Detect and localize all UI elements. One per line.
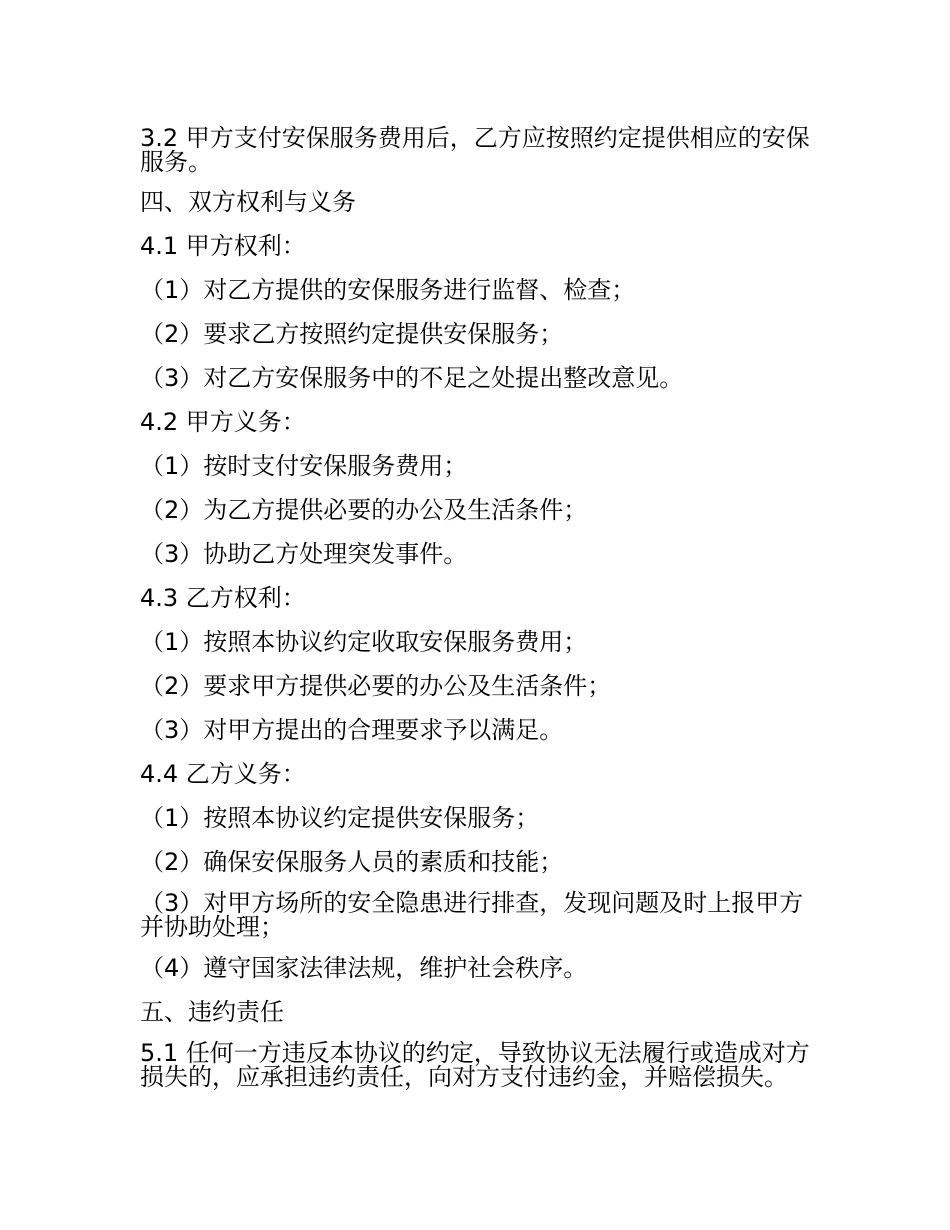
clause-3-2: 3.2 甲方支付安保服务费用后，乙方应按照约定提供相应的安保服务。 bbox=[140, 124, 810, 176]
section-heading-rights-obligations: 四、双方权利与义务 bbox=[140, 188, 356, 216]
clause-4-1-heading: 4.1 甲方权利： bbox=[140, 232, 306, 260]
clause-4-4-item-2: （2）确保安保服务人员的素质和技能； bbox=[140, 848, 564, 876]
clause-4-1-item-2: （2）要求乙方按照约定提供安保服务； bbox=[140, 320, 564, 348]
clause-4-3-item-3: （3）对甲方提出的合理要求予以满足。 bbox=[140, 716, 564, 744]
clause-4-2-item-1: （1）按时支付安保服务费用； bbox=[140, 452, 468, 480]
clause-4-1-item-1: （1）对乙方提供的安保服务进行监督、检查； bbox=[140, 276, 636, 304]
document-body bbox=[140, 126, 810, 1089]
clause-4-2-item-2: （2）为乙方提供必要的办公及生活条件； bbox=[140, 496, 588, 524]
clause-4-4-heading: 4.4 乙方义务： bbox=[140, 760, 306, 788]
section-heading-liability: 五、违约责任 bbox=[140, 998, 284, 1026]
clause-4-2-item-3: （3）协助乙方处理突发事件。 bbox=[140, 540, 468, 568]
clause-4-3-item-2: （2）要求甲方提供必要的办公及生活条件； bbox=[140, 672, 612, 700]
clause-5-1: 5.1 任何一方违反本协议的约定，导致协议无法履行或造成对方损失的，应承担违约责任，向对方支付违约金，并赔偿损失。 bbox=[140, 1039, 810, 1091]
clause-4-4-item-4: （4）遵守国家法律法规，维护社会秩序。 bbox=[140, 954, 588, 982]
clause-4-2-heading: 4.2 甲方义务： bbox=[140, 408, 306, 436]
clause-4-3-item-1: （1）按照本协议约定收取安保服务费用； bbox=[140, 628, 588, 656]
clause-4-4-item-3: （3）对甲方场所的安全隐患进行排查，发现问题及时上报甲方并协助处理； bbox=[140, 889, 804, 941]
clause-4-4-item-1: （1）按照本协议约定提供安保服务； bbox=[140, 804, 540, 832]
clause-4-1-item-3: （3）对乙方安保服务中的不足之处提出整改意见。 bbox=[140, 364, 684, 392]
clause-4-3-heading: 4.3 乙方权利： bbox=[140, 584, 306, 612]
